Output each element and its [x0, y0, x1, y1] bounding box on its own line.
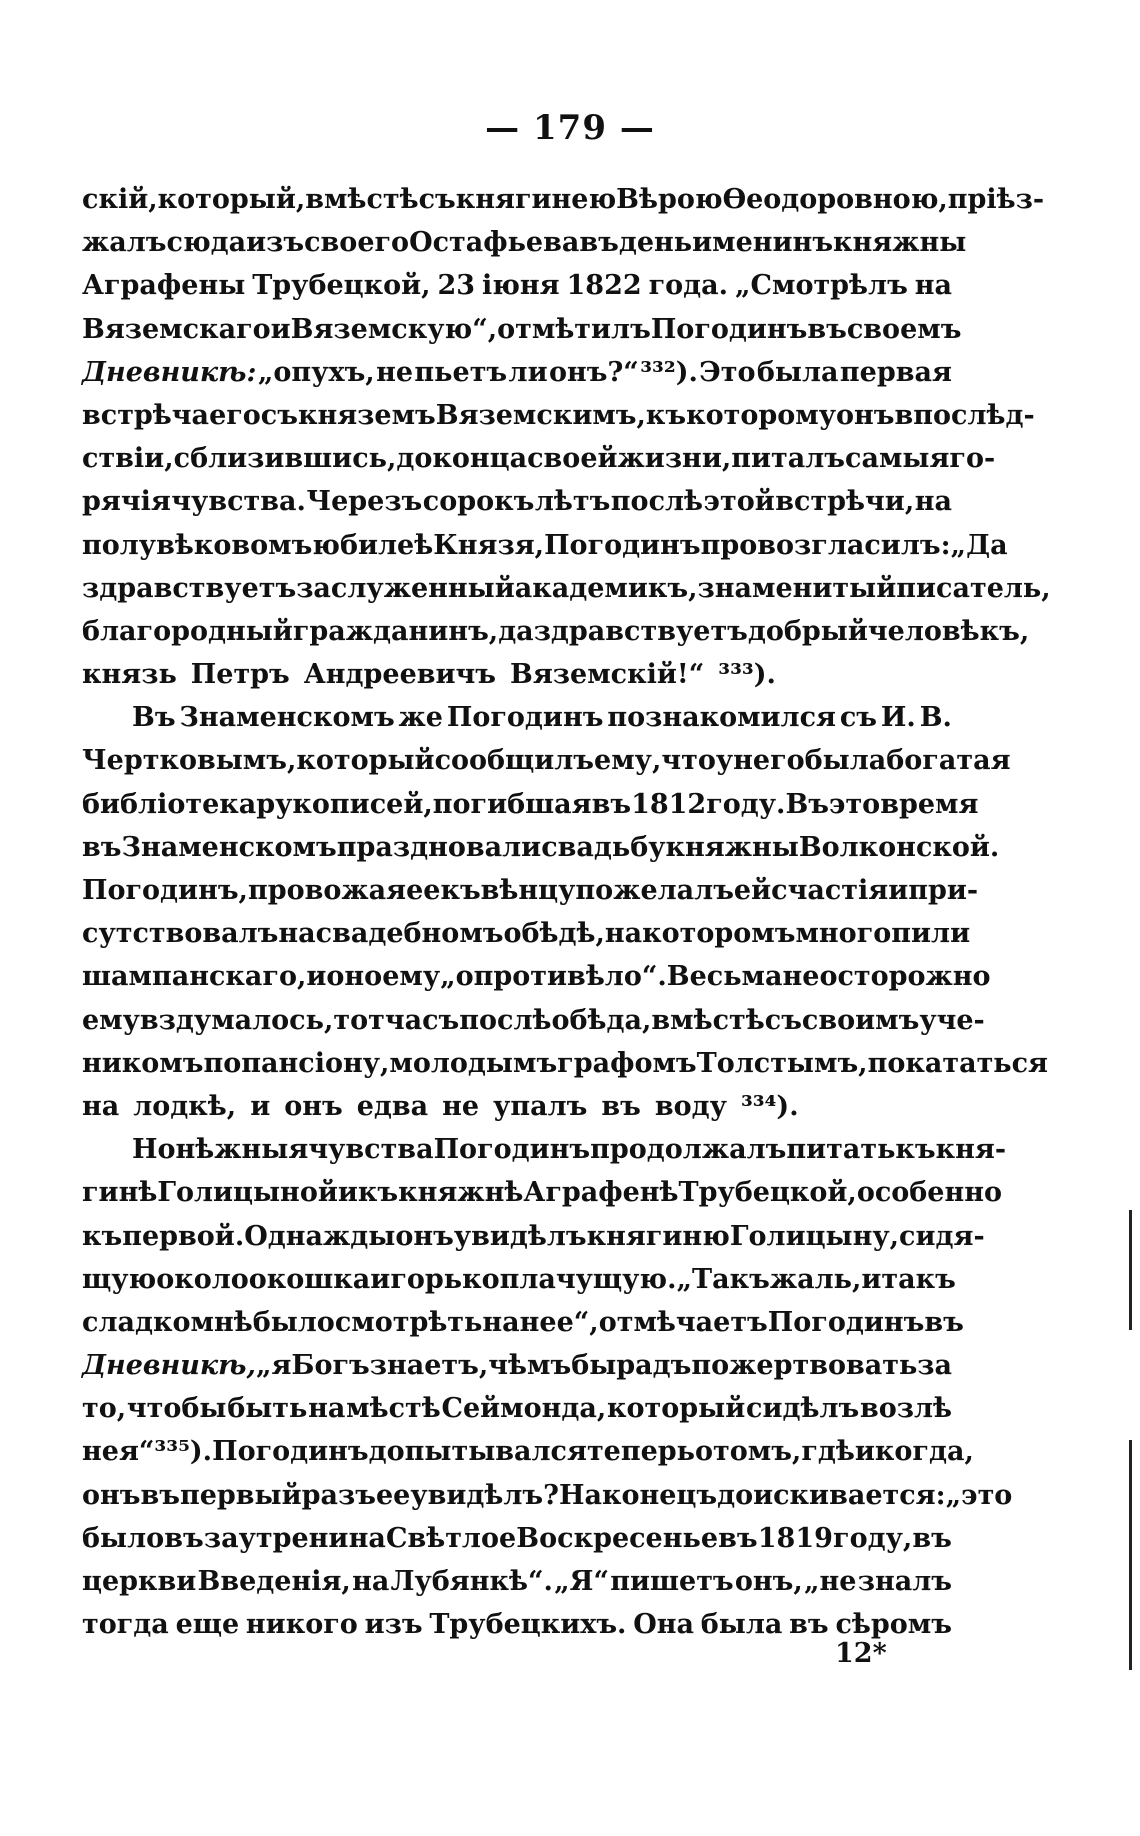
text-line: сутствовалъ на свадебномъ обѣдѣ, на которомъ много пили: [82, 918, 971, 950]
page-edge-mark: [1129, 1210, 1132, 1330]
text-line: никомъ по пансіону, молодымъ графомъ Толстымъ, покататься: [82, 1047, 1049, 1079]
body-text: [82, 178, 1051, 1646]
text-line: скій, который, вмѣстѣ съ княгинею Вѣрою Ѳеодоровною, пріѣз-: [82, 184, 1045, 215]
text-line: онъ въ первый разъ ее увидѣлъ? Наконецъ доискивается: „это: [82, 1479, 1013, 1511]
text-line: рячія чувства. Черезъ сорокъ лѣтъ послѣ этой встрѣчи, на: [82, 486, 952, 518]
text-line: здравствуетъ заслуженный академикъ, знаменитый писатель,: [82, 572, 1051, 604]
text-line: Дневникѣ: „опухъ, не пьетъ ли онъ?“ ³³²). Это была первая: [82, 356, 952, 388]
text-line: тогда еще никого изъ Трубецкихъ. Она была въ сѣромъ: [82, 1609, 952, 1641]
text-line: на лодкѣ, и онъ едва не упалъ въ воду ³³⁴).: [82, 1090, 799, 1122]
text-line: то, чтобы быть на мѣстѣ Сеймонда, который сидѣлъ возлѣ: [82, 1393, 952, 1425]
text-line: сладко мнѣ было смотрѣть на нее“, отмѣчаетъ Погодинъ въ: [82, 1306, 964, 1338]
text-line: Чертковымъ, который сообщилъ ему, что у него была богатая: [82, 745, 1011, 777]
signature-mark: 12*: [835, 1638, 887, 1669]
text-line: нея“ ³³⁵). Погодинъ допытывался теперь о томъ, гдѣ и когда,: [82, 1436, 974, 1468]
text-line: библіотека рукописей, погибшая въ 1812 году. Въ это время: [82, 788, 979, 820]
text-line: щую около окошка и горько плачущую. „Такъ жаль, и такъ: [82, 1263, 956, 1295]
text-line: ствіи, сблизившись, до конца своей жизни, питалъ самыя го-: [82, 443, 996, 475]
text-line: ему вздумалось, тотчасъ послѣ обѣда, вмѣстѣ съ своимъ уче-: [82, 1004, 985, 1036]
text-line: князь Петръ Андреевичъ Вяземскій!“ ³³³).: [82, 659, 776, 691]
text-line: встрѣча его съ княземъ Вяземскимъ, къ которому онъ впослѣд-: [82, 399, 1035, 431]
text-line: жалъ сюда изъ своего Остафьева въ день именинъ княжны: [82, 227, 967, 259]
page-edge-mark: [1129, 1440, 1132, 1670]
text-line: полувѣковомъ юбилеѣ Князя, Погодинъ провозгласилъ: „Да: [82, 529, 1008, 561]
text-line: церкви Введенія, на Лубянкѣ“. „Я“ пишетъ онъ, „не зналъ: [82, 1566, 952, 1597]
text-line: Вяземскаго и Вяземскую“, отмѣтилъ Погодинъ въ своемъ: [82, 313, 962, 345]
text-line: Дневникѣ, „я Богъ знаетъ, чѣмъ бы радъ пожертвовать за: [82, 1350, 953, 1382]
text-line: благородный гражданинъ, да здравствуетъ добрый человѣкъ,: [82, 615, 1030, 647]
text-line: въ Знаменскомъ праздновали свадьбу княжны Волконской.: [82, 831, 1000, 863]
text-line: Погодинъ, провожая ее къ вѣнцу пожелалъ ей счастія и при-: [82, 875, 979, 906]
text-line: Но нѣжныя чувства Погодинъ продолжалъ питать къ кня-: [132, 1134, 1007, 1166]
page-number: — 179 —: [485, 108, 655, 148]
text-line: было въ заутрени на Свѣтлое Воскресенье въ 1819 году, въ: [82, 1522, 952, 1554]
text-line: Аграфены Трубецкой, 23 іюня 1822 года. „Смотрѣлъ на: [82, 270, 952, 302]
text-line: гинѣ Голицыной и къ княжнѣ Аграфенѣ Трубецкой, особенно: [82, 1177, 1003, 1209]
text-line: Въ Знаменскомъ же Погодинъ познакомился съ И. В.: [132, 702, 952, 734]
text-line: къ первой. Однажды онъ увидѣлъ княгиню Голицыну, сидя-: [82, 1220, 985, 1252]
text-line: шампанскаго, и оно ему „опротивѣло“. Весьма неосторожно: [82, 961, 991, 993]
